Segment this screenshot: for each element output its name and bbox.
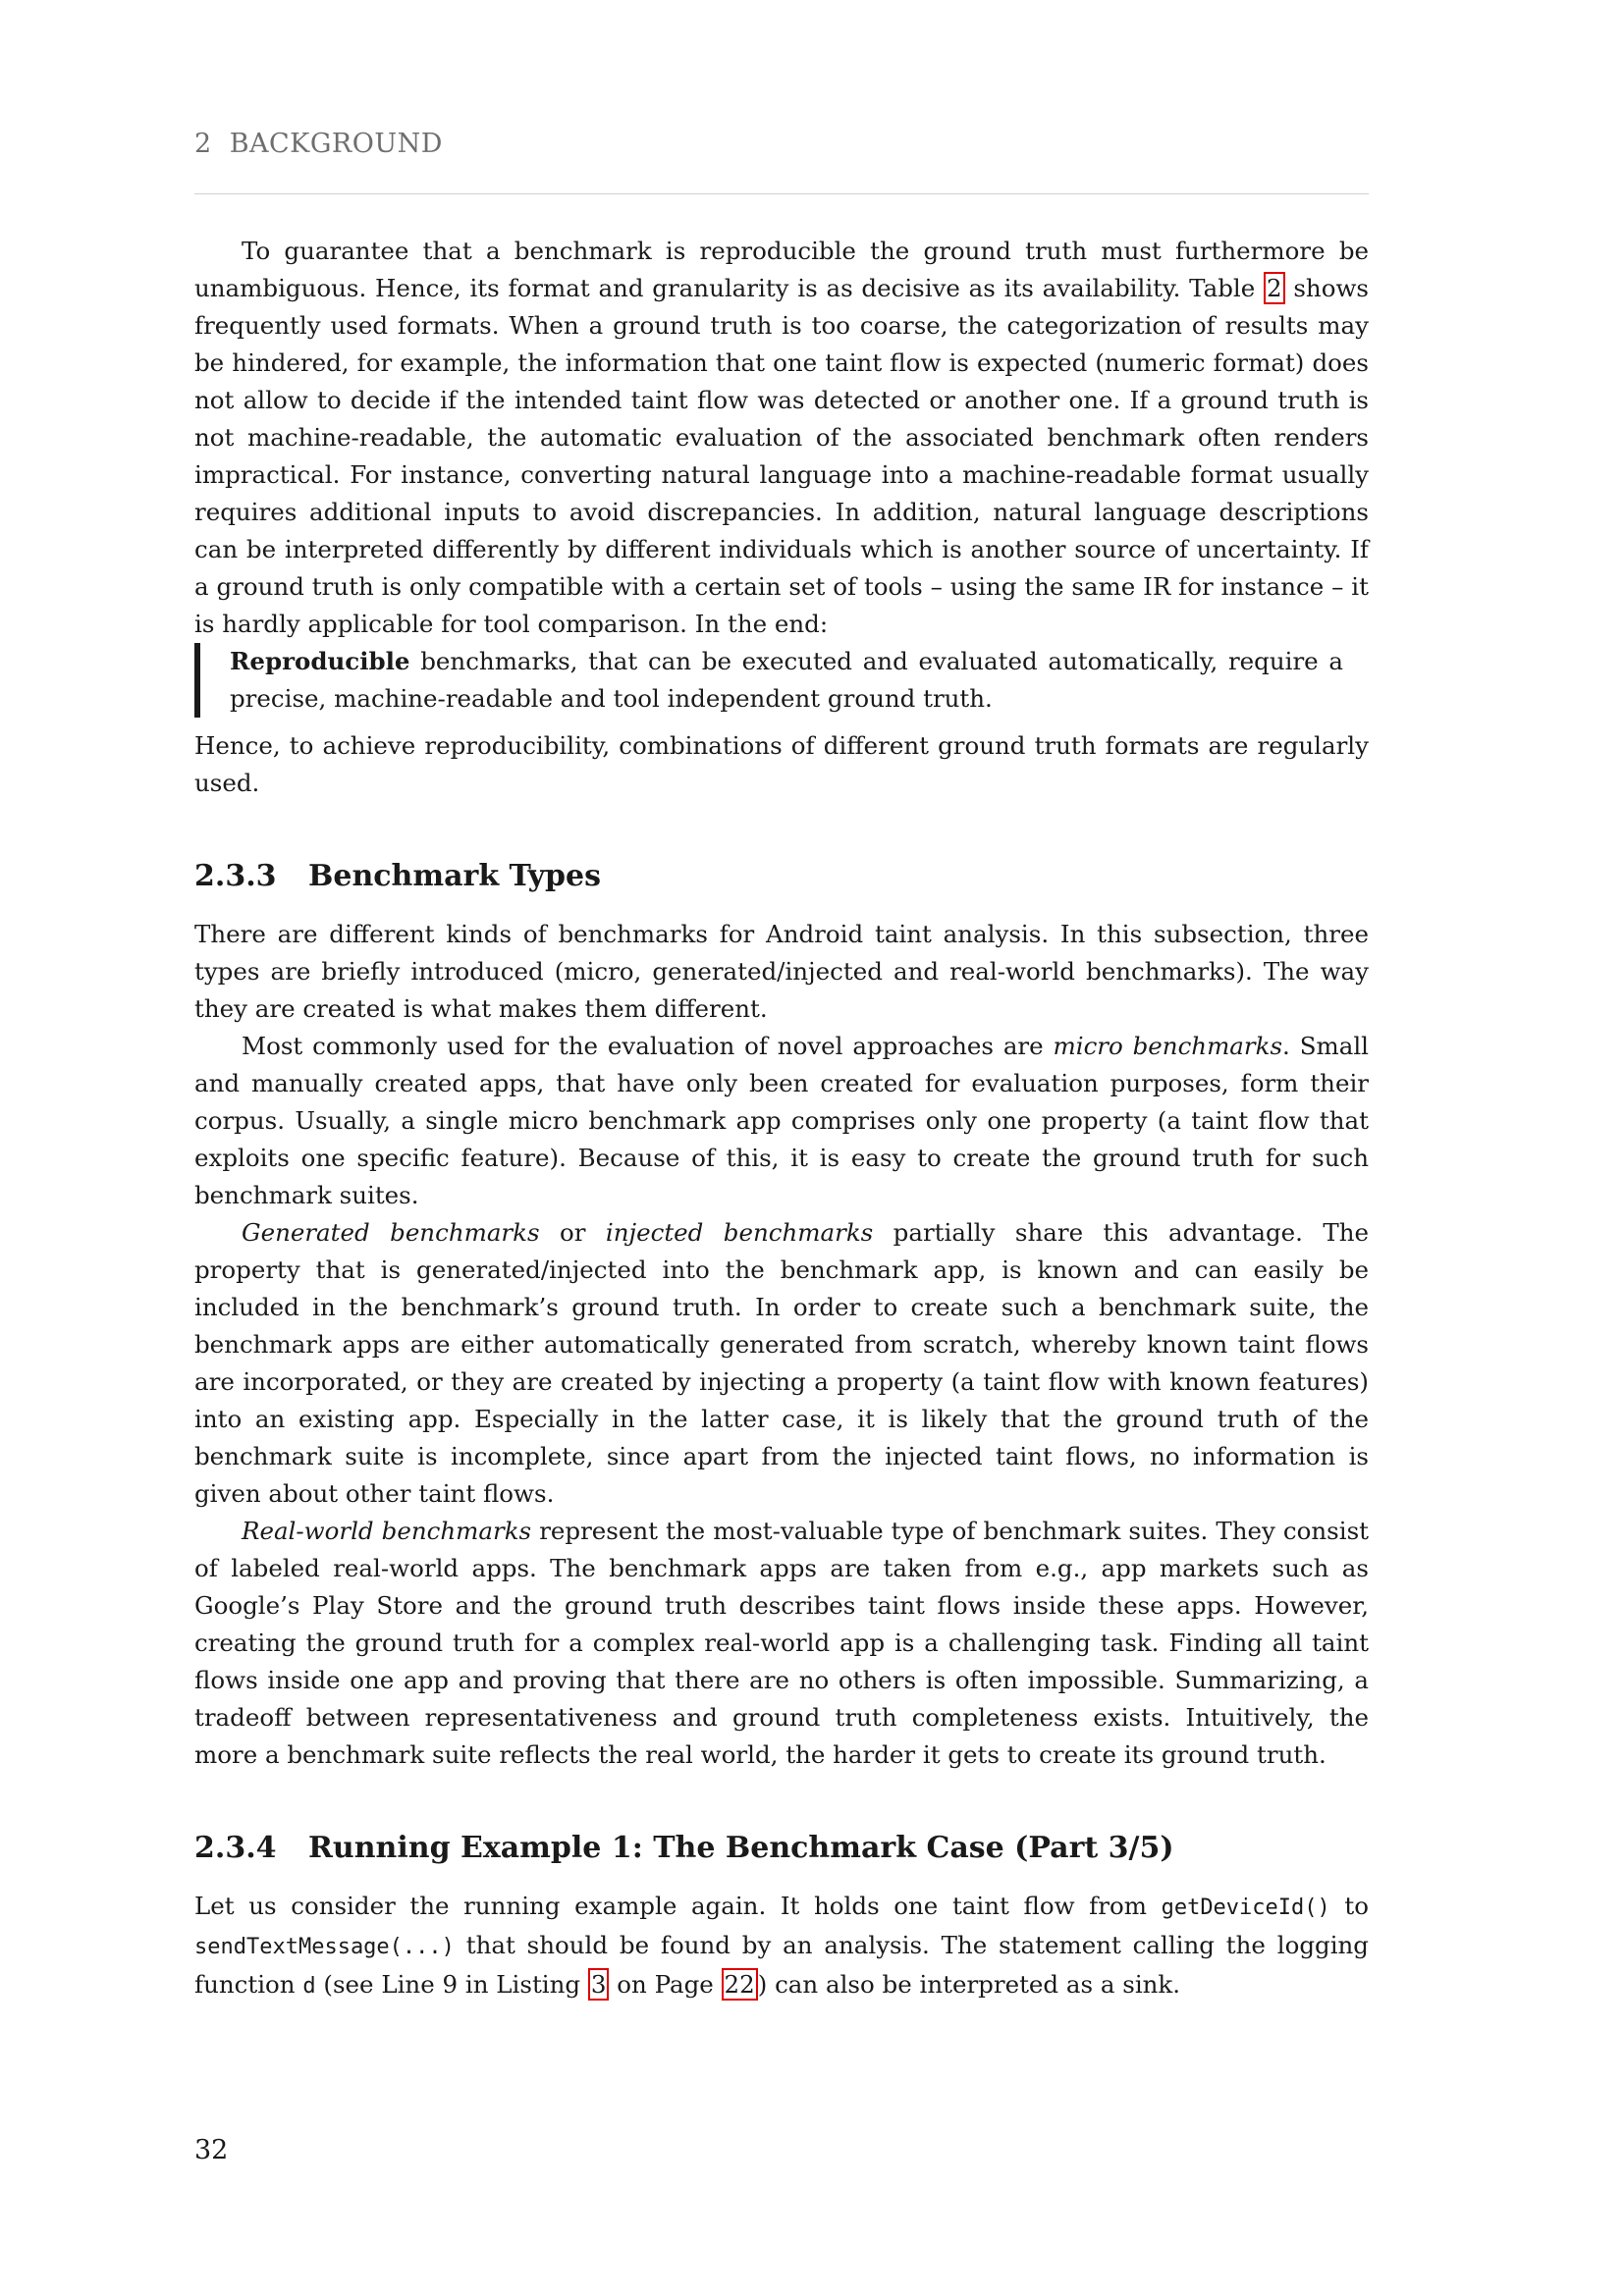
paragraph-micro-benchmarks: [194, 1028, 1369, 1214]
code-get-device-id: getDeviceId(): [1161, 1896, 1330, 1920]
text-run: represent the most-valuable type of benchmark suites. They consist of labeled real-world apps. The benchmark apps are taken from e.g., app markets such as Google’s Play Store and the ground truth describes taint flows inside these apps. However, creating the ground truth for a complex real-world app is a challenging task. Finding all taint flows inside one app and proving that there are no others is often impossible. Summarizing, a tradeoff between representativeness and ground truth completeness exists. Intuitively, the more a benchmark suite reflects the real world, the harder it gets to create its ground truth.: [194, 1517, 1370, 1769]
text-run: To guarantee that a benchmark is reproducible the ground truth must furthermore be unambiguous. Hence, its format and granularity is as decisive as its availability. Table: [194, 237, 1369, 302]
header-rule: [194, 193, 1369, 194]
section-title: Running Example 1: The Benchmark Case (Part 3/5): [308, 1831, 1174, 1865]
term-generated-benchmarks: Generated benchmarks: [242, 1218, 540, 1247]
text-run: Let us consider the running example again. It holds one taint flow from: [194, 1892, 1162, 1920]
section-heading-benchmark-types: [194, 857, 1369, 896]
paragraph-reproducibility: Hence, to achieve reproducibility, combinations of different ground truth formats are regularly used.: [194, 731, 1369, 797]
body-text: [194, 233, 1369, 2005]
paragraph-running-example: [194, 1888, 1369, 2005]
paragraph-benchmark-kinds: There are different kinds of benchmarks for Android taint analysis. In this subsection, three types are briefly introduced (micro, generated/injected and real-world benchmarks). The way they are created is what makes them different.: [194, 920, 1369, 1023]
table-reference-link[interactable]: 2: [1264, 272, 1285, 304]
text-run: or: [539, 1218, 606, 1247]
section-title: Benchmark Types: [308, 859, 601, 893]
text-run: to: [1329, 1892, 1369, 1920]
paragraph-generated-benchmarks: [194, 1214, 1369, 1513]
term-real-world-benchmarks: Real-world benchmarks: [242, 1517, 532, 1545]
text-run: Most commonly used for the evaluation of novel approaches are: [242, 1032, 1054, 1060]
section-number: 2.3.4: [194, 1831, 277, 1865]
quote-bold-term: Reproducible: [230, 647, 410, 675]
paragraph-ground-truth-formats: [194, 233, 1369, 643]
text-run: . Small and manually created apps, that have only been created for evaluation purposes, form their corpus. Usually, a single micro benchmark app comprises only one property (a taint flow that exploits one specific feature). Because of this, it is easy to create the ground truth for such benchmark suites.: [194, 1032, 1369, 1209]
section-heading-running-example: [194, 1829, 1369, 1868]
code-send-text-message: sendTextMessage(...): [194, 1935, 455, 1959]
highlight-quote: [194, 643, 1343, 718]
chapter-title: BACKGROUND: [229, 129, 443, 159]
page-number: 32: [194, 2135, 229, 2165]
code-d: d: [302, 1974, 316, 1999]
text-run: (see Line 9 in Listing: [315, 1970, 588, 1999]
term-injected-benchmarks: injected benchmarks: [605, 1218, 874, 1247]
text-run: ) can also be interpreted as a sink.: [757, 1970, 1181, 1999]
text-run: partially share this advantage. The property that is generated/injected into the benchmark app, is known and can easily be included in the benchmark’s ground truth. In order to create such a benchmark suite, the benchmark apps are either automatically generated from scratch, whereby known taint flows are incorporated, or they are created by injecting a property (a taint flow with known features) into an existing app. Especially in the latter case, it is likely that the ground truth of the benchmark suite is incomplete, since apart from the injected taint flows, no information is given about other taint flows.: [194, 1218, 1369, 1508]
section-number: 2.3.3: [194, 859, 277, 893]
paragraph-real-world-benchmarks: [194, 1513, 1369, 1774]
running-header: [194, 129, 443, 159]
text-run: that should be found by an analysis. The statement calling the logging function: [194, 1931, 1369, 1999]
chapter-number: 2: [194, 129, 212, 159]
listing-reference-link[interactable]: 3: [588, 1968, 610, 2001]
term-micro-benchmarks: micro benchmarks: [1053, 1032, 1283, 1060]
text-run: on Page: [609, 1970, 722, 1999]
text-run: shows frequently used formats. When a ground truth is too coarse, the categorization of results may be hindered, for example, the information that one taint flow is expected (numeric format) does not allow to decide if the intended taint flow was detected or another one. If a ground truth is not machine-readable, the automatic evaluation of the associated benchmark often renders impractical. For instance, converting natural language into a machine-readable format usually requires additional inputs to avoid discrepancies. In addition, natural language descriptions can be interpreted differently by different individuals which is another source of uncertainty. If a ground truth is only compatible with a certain set of tools – using the same IR for instance – it is hardly applicable for tool comparison. In the end:: [194, 274, 1369, 638]
quote-text: benchmarks, that can be executed and evaluated automatically, require a precise, machine-readable and tool independent ground truth.: [230, 647, 1343, 713]
page-reference-link[interactable]: 22: [722, 1968, 758, 2001]
